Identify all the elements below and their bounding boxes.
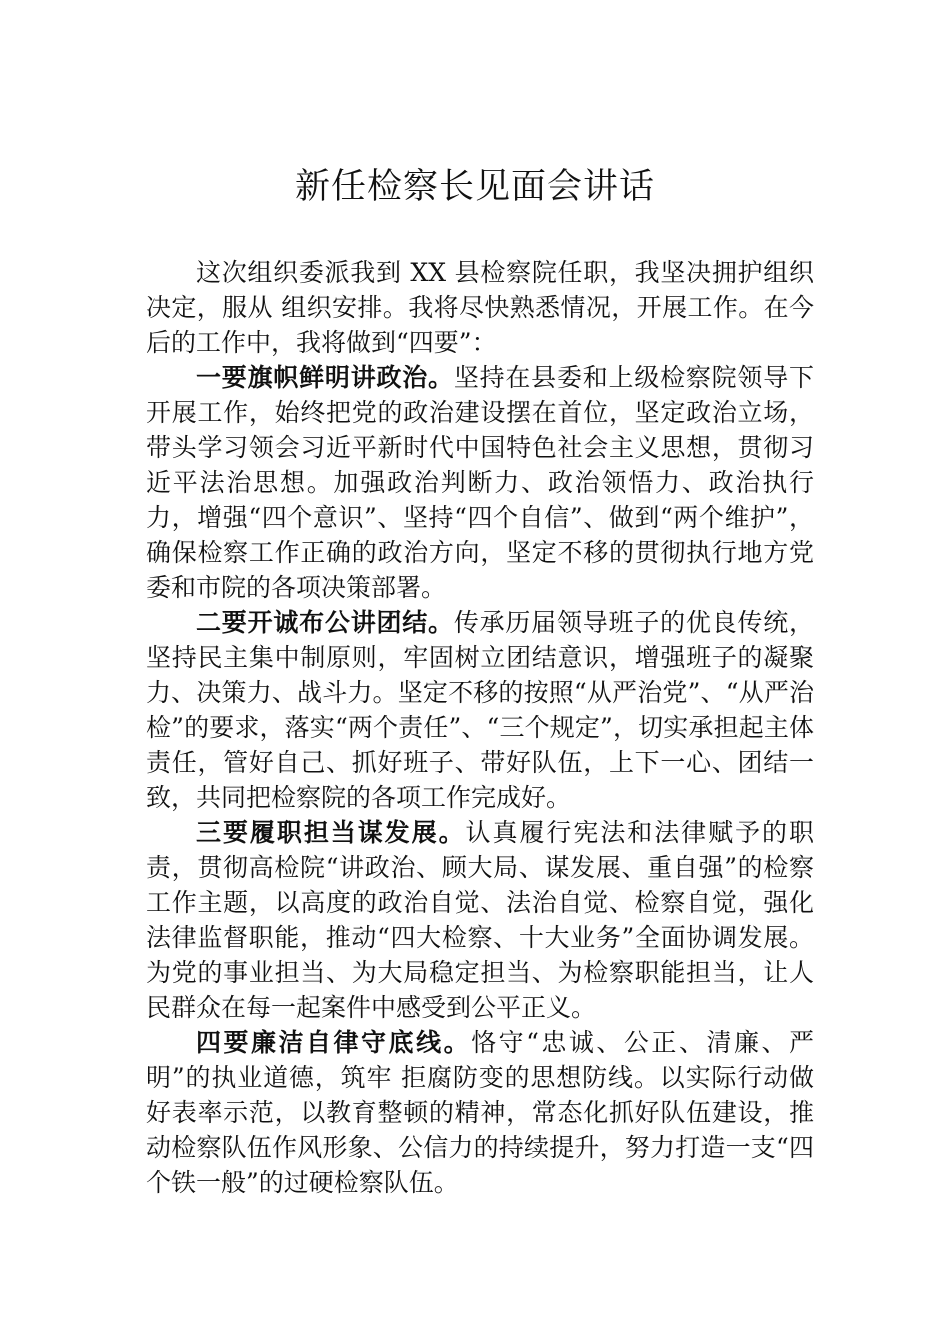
paragraph-point-4 [146,1025,814,1200]
paragraph-text: 恪守“忠诚、公正、清廉、严明”的执业道德，筑牢 拒腐防变的思想防线。以实际行动做好表率示范，以教育整顿的精神，常态化抓好队伍建设，推动检察队伍作风形象、公信力的持续提升，努力打造一支“四个铁一般”的过硬检察队伍。 [146,1028,814,1197]
paragraph-lead: 二要开诚布公讲团结。 [196,608,454,637]
paragraph-lead: 一要旗帜鲜明讲政治。 [196,363,454,392]
paragraph-lead: 四要廉洁自律守底线。 [196,1028,472,1057]
paragraph-text: 认真履行宪法和法律赋予的职责，贯彻高检院“讲政治、顾大局、谋发展、重自强”的检察工作主题，以高度的政治自觉、法治自觉、检察自觉，强化法律监督职能，推动“四大检察、十大业务”全面协调发展。为党的事业担当、为大局稳定担当、为检察职能担当，让人民群众在每一起案件中感受到公平正义。 [146,818,814,1022]
paragraph-intro [146,255,814,360]
paragraph-text: 坚持在县委和上级检察院领导下开展工作，始终把党的政治建设摆在首位，坚定政治立场，带头学习领会习近平新时代中国特色社会主义思想，贯彻习近平法治思想。加强政治判断力、政治领悟力、政治执行力，增强“四个意识”、坚持“四个自信”、做到“两个维护”，确保检察工作正确的政治方向，坚定不移的贯彻执行地方党委和市院的各项决策部署。 [146,363,814,602]
paragraph-text: 传承历届领导班子的优良传统，坚持民主集中制原则，牢固树立团结意识，增强班子的凝聚力、决策力、战斗力。坚定不移的按照“从严治党”、“从严治检”的要求，落实“两个责任”、“三个规定”，切实承担起主体责任，管好自己、抓好班子、带好队伍，上下一心、团结一致，共同把检察院的各项工作完成好。 [146,608,814,812]
document-body [146,255,814,1200]
paragraph-text: 这次组织委派我到 XX 县检察院任职，我坚决拥护组织决定，服从 组织安排。我将尽快熟悉情况，开展工作。在今后的工作中，我将做到“四要”： [146,258,814,357]
paragraph-lead: 三要履职担当谋发展。 [196,818,466,847]
paragraph-point-1 [146,360,814,605]
paragraph-point-3 [146,815,814,1025]
paragraph-point-2 [146,605,814,815]
document-title: 新任检察长见面会讲话 [294,167,655,207]
